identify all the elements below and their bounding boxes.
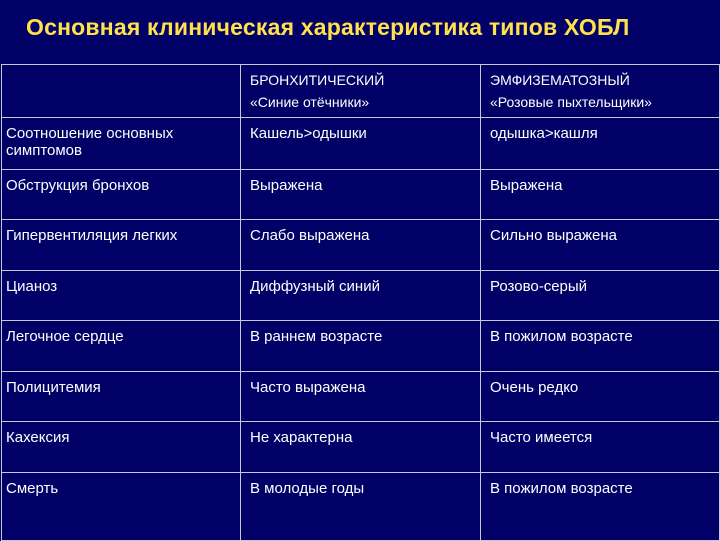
row-feature: Гипервентиляция легких [2,220,241,271]
table-row [2,170,720,220]
row-bronchitic: Выражена [241,170,481,220]
row-bronchitic: Диффузный синий [241,271,481,321]
table-row [2,422,720,473]
row-bronchitic: Кашель>одышки [241,118,481,170]
row-bronchitic: Слабо выражена [241,220,481,271]
table-row [2,271,720,321]
header-emphysematous-type: ЭМФИЗЕМАТОЗНЫЙ [490,72,630,88]
row-feature: Кахексия [2,422,241,473]
comparison-table [1,64,720,541]
row-feature: Обструкция бронхов [2,170,241,220]
row-emphysematous: В пожилом возрасте [481,321,720,372]
header-empty-cell [2,65,241,118]
header-bronchitic [241,65,481,118]
row-feature: Легочное сердце [2,321,241,372]
row-feature: Цианоз [2,271,241,321]
row-emphysematous: Очень редко [481,372,720,422]
header-emphysematous [481,65,720,118]
row-emphysematous: одышка>кашля [481,118,720,170]
row-emphysematous: В пожилом возрасте [481,473,720,541]
header-bronchitic-nickname: «Синие отёчники» [250,94,370,110]
row-feature: Соотношение основных симптомов [2,118,241,170]
row-emphysematous: Сильно выражена [481,220,720,271]
table-row [2,118,720,170]
row-emphysematous: Розово-серый [481,271,720,321]
table-row [2,220,720,271]
header-bronchitic-type: БРОНХИТИЧЕСКИЙ [250,72,385,88]
slide-title: Основная клиническая характеристика типов ХОБЛ [26,14,630,40]
row-emphysematous: Часто имеется [481,422,720,473]
table-row [2,372,720,422]
row-emphysematous: Выражена [481,170,720,220]
row-bronchitic: Не характерна [241,422,481,473]
header-emphysematous-nickname: «Розовые пыхтельщики» [490,94,652,110]
table-row [2,473,720,541]
row-feature: Полицитемия [2,372,241,422]
row-bronchitic: В раннем возрасте [241,321,481,372]
table-header-row [2,65,720,118]
row-bronchitic: В молодые годы [241,473,481,541]
table-row [2,321,720,372]
row-bronchitic: Часто выражена [241,372,481,422]
row-feature: Смерть [2,473,241,541]
